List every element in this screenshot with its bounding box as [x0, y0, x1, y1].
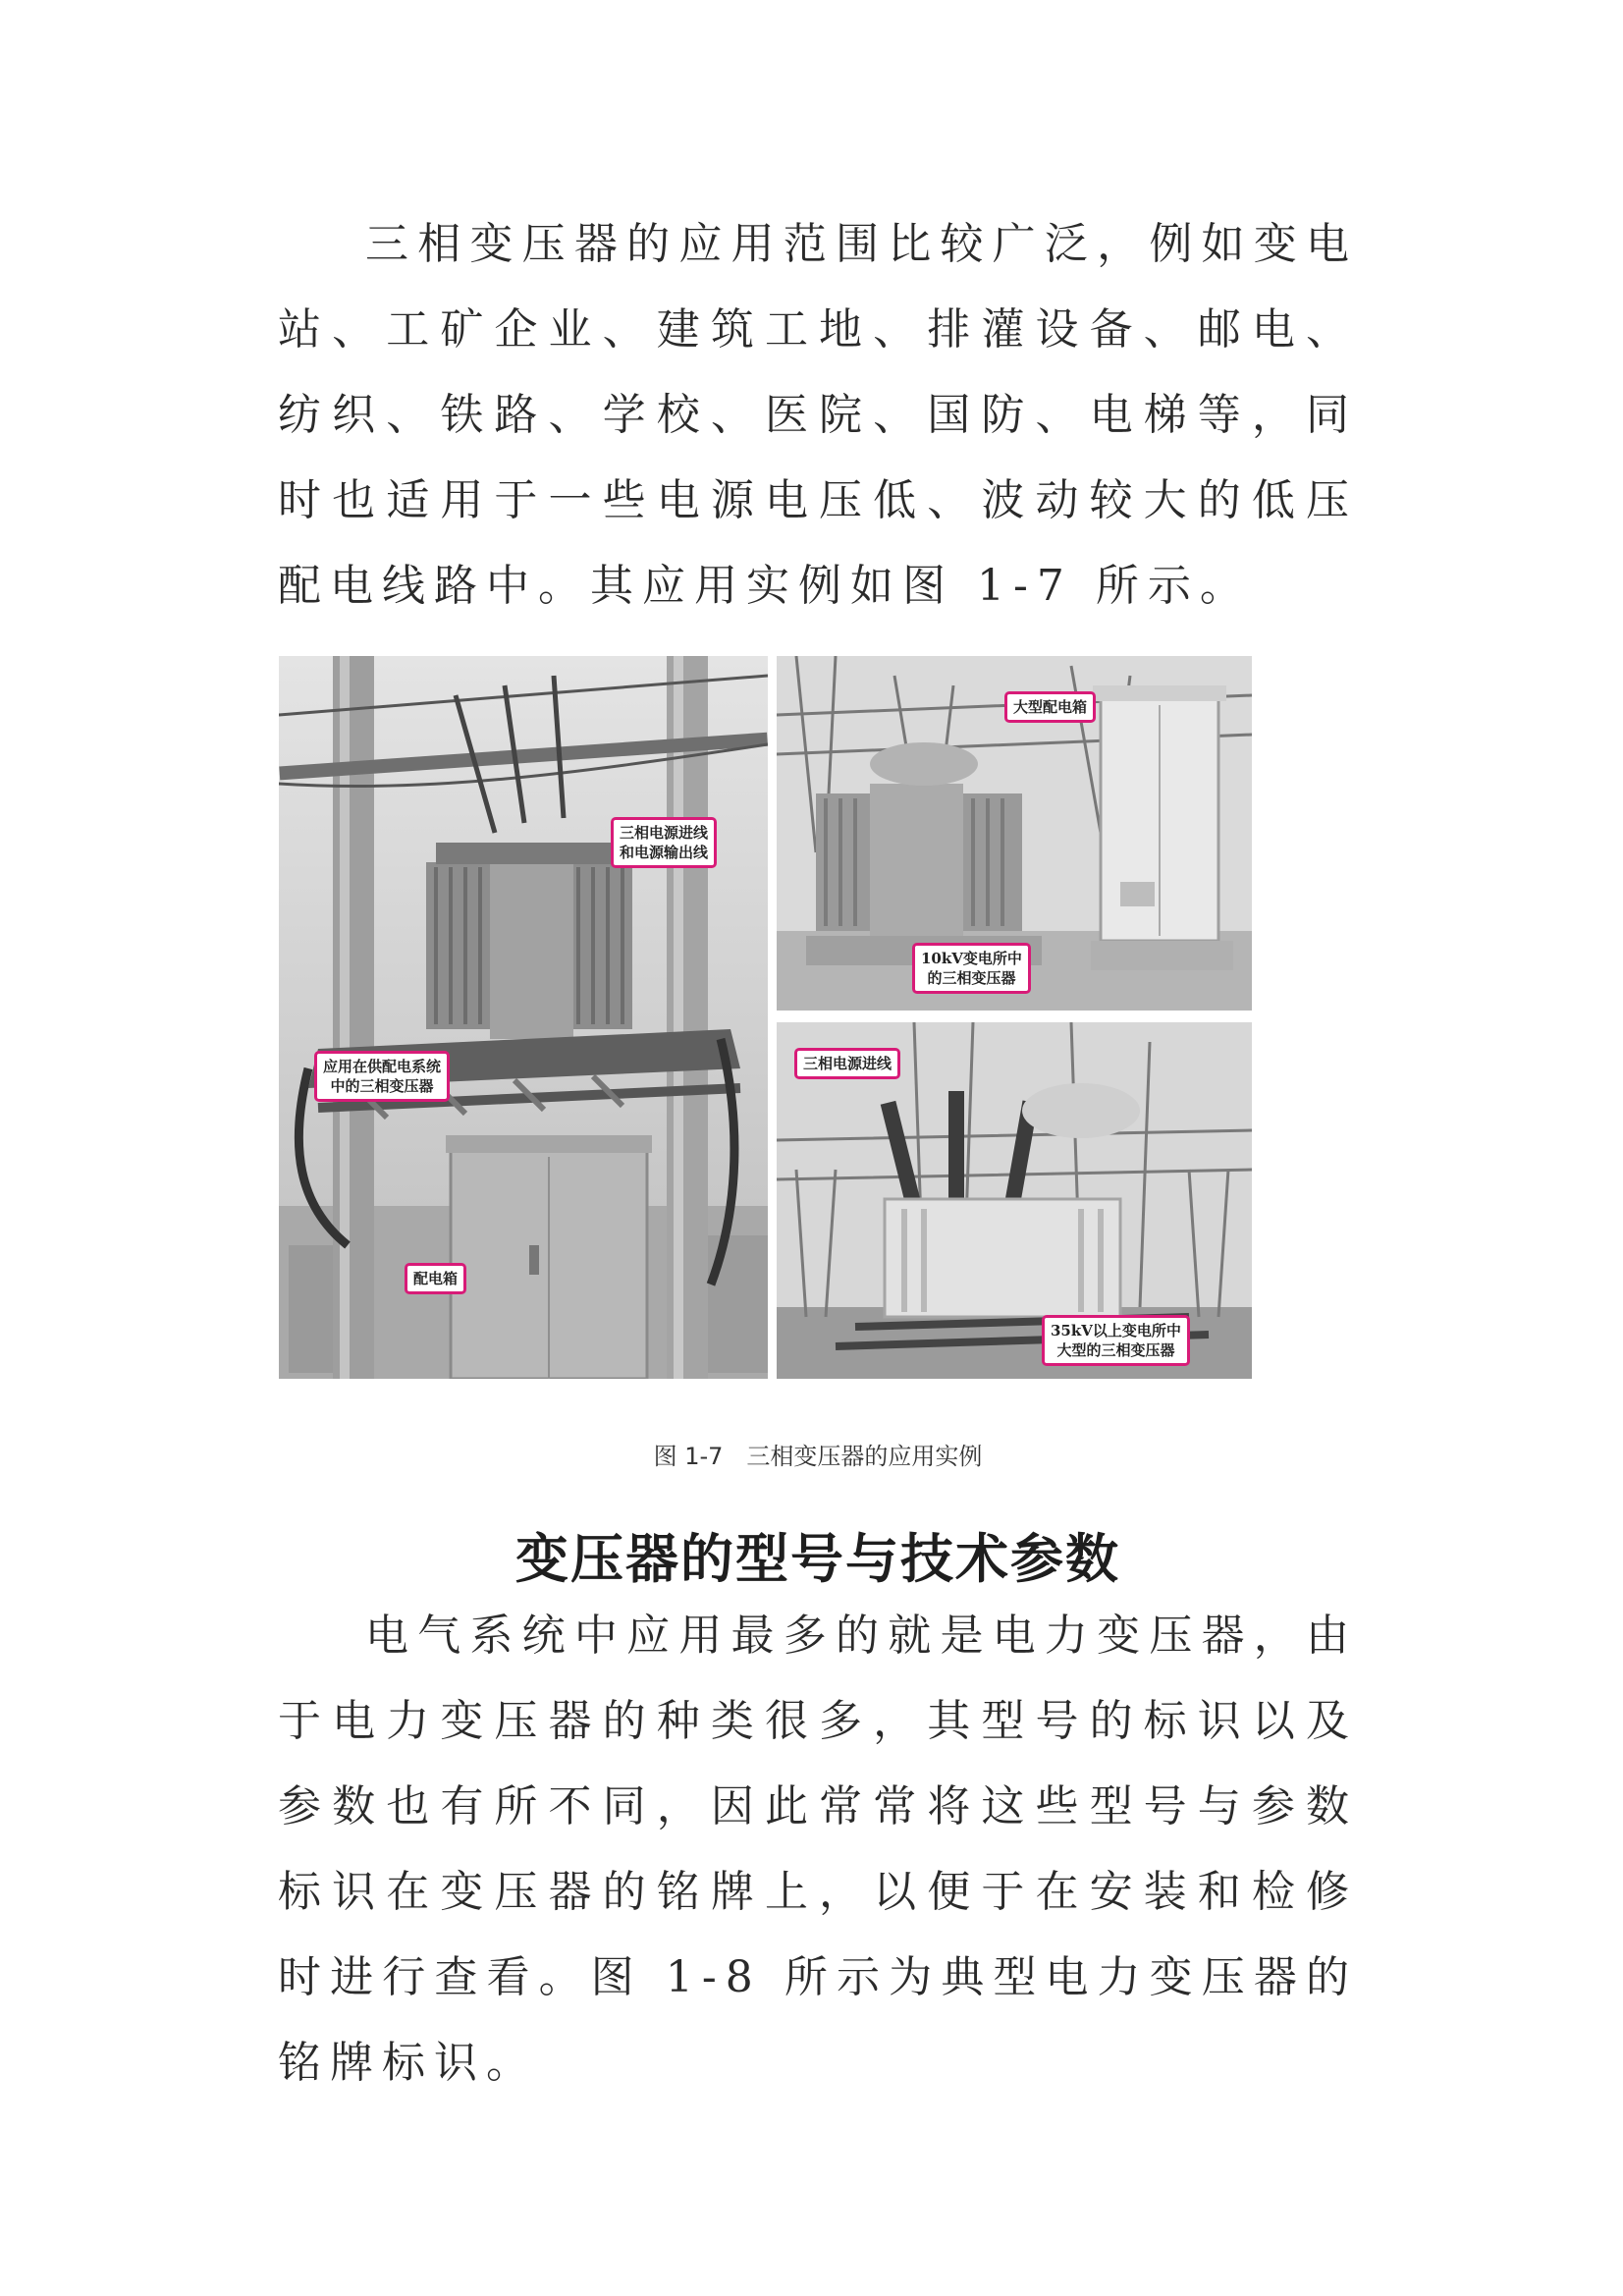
photo-35kv-substation	[777, 1022, 1252, 1379]
callout-power-lines-line2: 和电源输出线	[620, 844, 709, 861]
photo-10kv-substation	[777, 656, 1252, 1011]
callout-power-lines-line1: 三相电源进线	[620, 824, 709, 842]
callout-35kv-transformer-line1: 35kV以上变电所中	[1051, 1322, 1181, 1339]
intro-paragraph: 三相变压器的应用范围比较广泛，例如变电站、工矿企业、建筑工地、排灌设备、邮电、纺织、铁路、学校、医院、国防、电梯等，同时也适用于一些电源电压低、波动较大的低压配电线路中。其应用实例如图 1-7 所示。	[278, 219, 1358, 611]
callout-large-cabinet: 大型配电箱	[1004, 691, 1096, 723]
callout-distribution-box: 配电箱	[405, 1263, 466, 1294]
callout-10kv-transformer	[912, 943, 1031, 994]
callout-10kv-transformer-line1: 10kV变电所中	[921, 950, 1022, 967]
pole-transformer-illustration	[279, 656, 768, 1379]
callout-power-lines	[611, 817, 717, 868]
callout-supply-transformer-line2: 中的三相变压器	[330, 1077, 434, 1095]
callout-incoming-lines: 三相电源进线	[794, 1048, 900, 1079]
callout-supply-transformer	[314, 1051, 450, 1102]
callout-35kv-transformer-line2: 大型的三相变压器	[1056, 1341, 1175, 1359]
callout-35kv-transformer	[1042, 1315, 1190, 1366]
callout-10kv-transformer-line2: 的三相变压器	[927, 969, 1016, 987]
photo-pole-transformer	[279, 656, 768, 1379]
section-heading: 变压器的型号与技术参数	[515, 1528, 1120, 1590]
figure-caption: 图 1-7 三相变压器的应用实例	[653, 1443, 983, 1470]
body-paragraph: 电气系统中应用最多的就是电力变压器，由于电力变压器的种类很多，其型号的标识以及参数也有所不同，因此常常将这些型号与参数标识在变压器的铭牌上，以便于在安装和检修时进行查看。图 1-8 所示为典型电力变压器的铭牌标识。	[278, 1611, 1358, 2088]
callout-supply-transformer-line1: 应用在供配电系统	[323, 1058, 442, 1075]
